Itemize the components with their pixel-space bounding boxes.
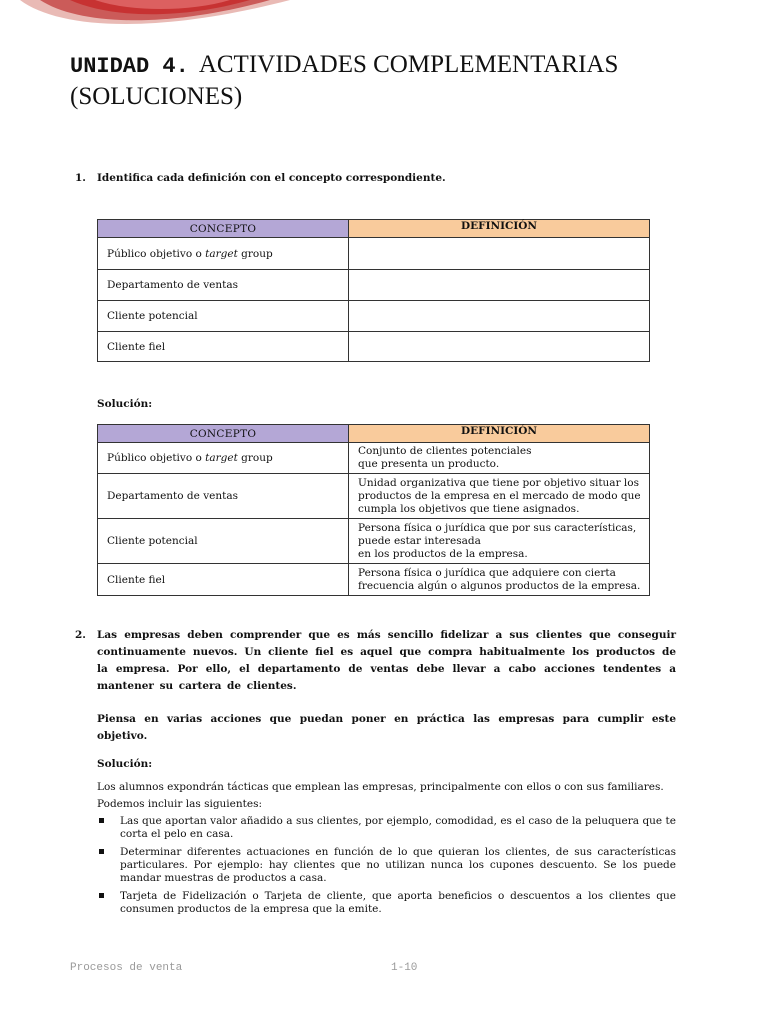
definition-line: Persona física o jurídica que por sus características, <box>358 521 637 534</box>
list-item-text: Tarjeta de Fidelización o Tarjeta de cliente, que aporta beneficios o descuentos a los clientes que consumen productos de la empresa que la emite. <box>120 890 676 915</box>
definition-line: Unidad organizativa que tiene por objetivo situar los <box>358 476 639 489</box>
concept-cell: Cliente fiel <box>98 332 349 362</box>
definition-cell <box>349 443 650 474</box>
concept-text: group <box>237 452 273 464</box>
footer-course-name: Procesos de venta <box>70 962 183 974</box>
header-concepto: CONCEPTO <box>98 220 349 238</box>
definition-cell <box>349 564 650 596</box>
concept-text: Público objetivo o <box>107 452 206 464</box>
concept-cell <box>98 443 349 474</box>
bullet-square-icon <box>99 818 104 823</box>
concept-cell: Departamento de ventas <box>98 474 349 519</box>
definition-cell <box>349 474 650 519</box>
title-line-2: (SOLUCIONES) <box>70 83 243 110</box>
definition-cell-empty[interactable] <box>349 238 650 270</box>
list-item-text: Las que aportan valor añadido a sus clientes, por ejemplo, comodidad, es el caso de la peluquera que te corta el pelo en casa. <box>120 815 676 840</box>
bullet-square-icon <box>99 849 104 854</box>
definition-cell-empty[interactable] <box>349 332 650 362</box>
page-title <box>70 50 710 112</box>
header-concepto: CONCEPTO <box>98 425 349 443</box>
header-decoration-swoosh <box>0 0 290 40</box>
definition-cell <box>349 519 650 564</box>
solution-label-1: Solución: <box>97 398 153 410</box>
footer-page-number: 1-10 <box>391 962 418 974</box>
definition-cell-empty[interactable] <box>349 301 650 332</box>
table-row <box>98 519 650 564</box>
table-row <box>98 332 650 362</box>
definition-line: Persona física o jurídica que adquiere con cierta <box>358 566 616 579</box>
title-line-1: ACTIVIDADES COMPLEMENTARIAS <box>198 51 619 78</box>
question-2-number: 2. <box>75 629 86 641</box>
concept-text: group <box>237 247 273 260</box>
table-row <box>98 564 650 596</box>
definition-line: Conjunto de clientes potenciales <box>358 445 532 457</box>
definition-line: puede estar interesada <box>358 534 481 547</box>
solution-2-intro: Los alumnos expondrán tácticas que emplean las empresas, principalmente con ellos o con sus familiares. <box>97 781 664 793</box>
question-2-paragraph: Las empresas deben comprender que es más sencillo fidelizar a sus clientes que conseguir continuamente nuevos. Un cliente fiel es aquel que compra habitualmente los productos de la empresa. Por ello, el departamento de ventas debe llevar a cabo acciones tendentes a mantener su cartera de clientes. <box>97 629 676 692</box>
definition-line: cumpla los objetivos que tiene asignados. <box>358 502 580 515</box>
solution-label-2: Solución: <box>97 758 153 770</box>
definition-line: que presenta un producto. <box>358 458 500 470</box>
header-definicion: DEFINICIÓN <box>349 425 650 443</box>
question-1-number-label: 1. <box>75 172 86 184</box>
header-definicion: DEFINICIÓN <box>349 220 650 238</box>
concept-cell: Departamento de ventas <box>98 270 349 301</box>
concept-cell: Cliente potencial <box>98 301 349 332</box>
definition-line: en los productos de la empresa. <box>358 547 528 560</box>
list-item <box>97 815 676 841</box>
list-item <box>97 890 676 916</box>
concept-cell <box>98 238 349 270</box>
list-item <box>97 846 676 885</box>
table-row <box>98 443 650 474</box>
table-row <box>98 270 650 301</box>
concept-emphasis: target <box>205 247 238 260</box>
question-2-task: Piensa en varias acciones que puedan poner en práctica las empresas para cumplir este objetivo. <box>97 713 676 742</box>
solution-2-lead: Podemos incluir las siguientes: <box>97 798 263 810</box>
definition-line: frecuencia algún o algunos productos de la empresa. <box>358 579 641 592</box>
solution-2-list <box>97 815 676 921</box>
table-row <box>98 238 650 270</box>
concept-text: Público objetivo o <box>107 247 206 260</box>
concept-table-solution <box>97 424 650 596</box>
list-item-text: Determinar diferentes actuaciones en función de lo que quieran los clientes, de sus características particulares. Por ejemplo: hay clientes que no utilizan nunca los cupones descuento. Se los puede mandar muestras de productos a casa. <box>120 846 676 884</box>
concept-emphasis: target <box>205 452 238 464</box>
definition-cell-empty[interactable] <box>349 270 650 301</box>
unit-label: UNIDAD 4. <box>70 54 189 79</box>
table-row <box>98 474 650 519</box>
bullet-square-icon <box>99 893 104 898</box>
concept-table-blank <box>97 219 650 362</box>
table-row <box>98 301 650 332</box>
concept-cell: Cliente fiel <box>98 564 349 596</box>
question-1-text: Identifica cada definición con el concepto correspondiente. <box>97 172 446 184</box>
definition-line: productos de la empresa en el mercado de modo que <box>358 489 641 502</box>
concept-cell: Cliente potencial <box>98 519 349 564</box>
